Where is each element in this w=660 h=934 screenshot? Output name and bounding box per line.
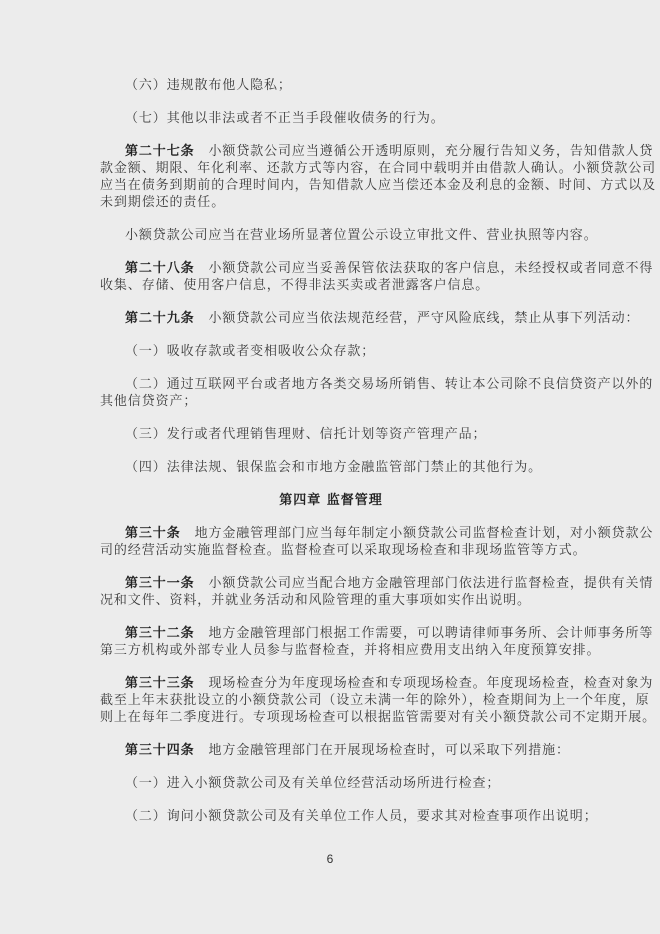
line-text: 小额贷款公司应当依法规范经营，严守风险底线，禁止从事下列活动： — [208, 311, 640, 326]
paragraph — [100, 110, 562, 127]
article-paragraph — [100, 625, 654, 659]
article-paragraph — [100, 575, 654, 609]
page-number: 6 — [326, 852, 334, 866]
paragraph — [100, 775, 562, 792]
line-text: （二）通过互联网平台或者地方各类交易场所销售、转让本公司除不良信贷资产以外的 — [125, 377, 654, 392]
text-line — [100, 194, 562, 211]
text-line — [100, 575, 654, 592]
articles-27-29 — [100, 77, 657, 476]
line-text: 小额贷款公司应当配合地方金融管理部门依法进行监督检查，提供有关情 — [208, 576, 654, 591]
article-number: 第三十二条 — [125, 626, 195, 641]
text-line — [100, 77, 562, 94]
paragraph — [100, 376, 654, 410]
paragraph — [100, 77, 562, 94]
line-text: （二）询问小额贷款公司及有关单位工作人员，要求其对检查事项作出说明； — [125, 809, 598, 824]
text-line — [100, 376, 654, 393]
text-line — [100, 260, 654, 277]
line-text: 小额贷款公司应当遵循公开透明原则，充分履行告知义务，告知借款人贷 — [208, 144, 654, 159]
line-text: 其他信贷资产； — [100, 394, 198, 409]
line-text: 地方金融管理部门根据工作需要，可以聘请律师事务所、会计师事务所等 — [208, 626, 654, 641]
line-text: 地方金融管理部门应当每年制定小额贷款公司监督检查计划，对小额贷款公 — [194, 526, 654, 541]
text-line — [100, 426, 562, 443]
text-line — [100, 343, 562, 360]
text-line — [100, 110, 562, 127]
text-line — [100, 177, 657, 194]
text-line — [100, 277, 562, 294]
text-line — [100, 625, 654, 642]
paragraph — [100, 426, 562, 443]
line-text: 则上在每年二季度进行。专项现场检查可以根据监管需要对有关小额贷款公司不定期开展。 — [100, 710, 657, 725]
text-line — [100, 775, 562, 792]
line-text: 应当在债务到期前的合理时间内，告知借款人应当偿还本金及利息的金额、时间、方式以及 — [100, 178, 657, 193]
line-text: 第三方机构或外部专业人员参与监督检查，并将相应费用支出纳入年度预算安排。 — [100, 643, 601, 658]
article-number: 第三十四条 — [125, 743, 195, 758]
text-line — [100, 393, 562, 410]
text-line — [100, 542, 587, 559]
text-line — [100, 459, 562, 476]
text-line — [100, 143, 654, 160]
line-text: （三）发行或者代理销售理财、信托计划等资产管理产品； — [125, 427, 487, 442]
paragraph — [100, 227, 598, 244]
line-text: 小额贷款公司应当妥善保管依法获取的客户信息，未经授权或者同意不得 — [208, 261, 654, 276]
article-paragraph — [100, 260, 654, 294]
line-text: 地方金融管理部门在开展现场检查时，可以采取下列措施： — [208, 743, 570, 758]
text-line — [100, 160, 657, 177]
line-text: 未到期偿还的责任。 — [100, 195, 226, 210]
text-line — [100, 592, 562, 609]
line-text: （一）进入小额贷款公司及有关单位经营活动场所进行检查； — [125, 776, 501, 791]
line-text: 司的经营活动实施监督检查。监督检查可以采取现场检查和非现场监管等方式。 — [100, 543, 587, 558]
article-paragraph — [100, 310, 640, 327]
text-line — [100, 227, 598, 244]
text-line — [100, 675, 654, 692]
line-text: （一）吸收存款或者变相吸收公众存款； — [125, 344, 376, 359]
line-text: （七）其他以非法或者不正当手段催收债务的行为。 — [125, 111, 445, 126]
paragraph — [100, 459, 562, 476]
line-text: 款金额、期限、年化利率、还款方式等内容，在合同中载明并由借款人确认。小额贷款公司 — [100, 161, 657, 176]
text-line — [100, 310, 640, 327]
article-number: 第三十一条 — [125, 576, 195, 591]
article-paragraph — [100, 143, 657, 211]
line-text: 现场检查分为年度现场检查和专项现场检查。年度现场检查，检查对象为 — [208, 676, 654, 691]
text-line — [100, 525, 654, 542]
text-line — [100, 709, 657, 726]
text-line — [100, 742, 570, 759]
article-number: 第二十八条 — [125, 261, 195, 276]
paragraph — [100, 343, 562, 360]
article-number: 第三十条 — [125, 526, 181, 541]
line-text: 截至上年末获批设立的小额贷款公司（设立未满一年的除外），检查期间为上一个年度，原 — [100, 693, 650, 708]
article-paragraph — [100, 525, 654, 559]
article-number: 第三十三条 — [125, 676, 195, 691]
text-line — [100, 642, 601, 659]
article-number: 第二十七条 — [125, 144, 195, 159]
article-paragraph — [100, 742, 570, 759]
line-text: （六）违规散布他人隐私； — [125, 78, 292, 93]
line-text: 收集、存储、使用客户信息，不得非法买卖或者泄露客户信息。 — [100, 278, 490, 293]
line-text: 况和文件、资料，并就业务活动和风险管理的重大事项如实作出说明。 — [100, 593, 531, 608]
article-paragraph — [100, 675, 657, 726]
document-body — [100, 77, 657, 841]
chapter-heading: 第四章 监督管理 — [279, 493, 383, 508]
text-line — [100, 808, 598, 825]
article-number: 第二十九条 — [125, 311, 195, 326]
articles-30-34 — [100, 525, 657, 825]
text-line — [100, 692, 650, 709]
paragraph — [100, 808, 598, 825]
line-text: 小额贷款公司应当在营业场所显著位置公示设立审批文件、营业执照等内容。 — [125, 228, 598, 243]
line-text: （四）法律法规、银保监会和市地方金融监管部门禁止的其他行为。 — [125, 460, 543, 475]
